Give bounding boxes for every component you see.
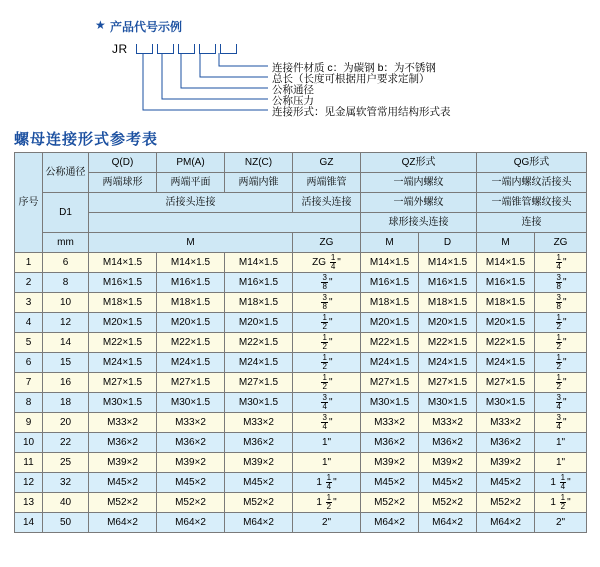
cell-dn: 32 [43, 473, 89, 493]
cell-dn: 12 [43, 313, 89, 333]
cell-qg-m: M18×1.5 [477, 293, 535, 313]
cell-pm: M18×1.5 [157, 293, 225, 313]
cell-qz-m: M18×1.5 [361, 293, 419, 313]
header-sub-m: M [89, 233, 293, 253]
cell-qz-m: M36×2 [361, 433, 419, 453]
cell-seq: 9 [15, 413, 43, 433]
cell-qg-m: M22×1.5 [477, 333, 535, 353]
cell-qg-zg: 1 $\frac{1}{4}$ " [535, 473, 587, 493]
cell-seq: 14 [15, 513, 43, 533]
cell-dn: 40 [43, 493, 89, 513]
header-type-nz: 两端内锥 [225, 173, 293, 193]
cell-qz-m: M22×1.5 [361, 333, 419, 353]
header-seq-label: 序号 [18, 196, 39, 208]
cell-nz: M14×1.5 [225, 253, 293, 273]
cell-gz: 1 $\frac{1}{4}$ " [293, 473, 361, 493]
cell-seq: 11 [15, 453, 43, 473]
header-sub-zg: ZG [293, 233, 361, 253]
cell-qz-m: M16×1.5 [361, 273, 419, 293]
cell-qz-d: M24×1.5 [419, 353, 477, 373]
header-conn-qg: 连接 [477, 213, 587, 233]
cell-nz: M27×1.5 [225, 373, 293, 393]
cell-qz-d: M16×1.5 [419, 273, 477, 293]
cell-qz-m: M39×2 [361, 453, 419, 473]
table-header-row [15, 213, 587, 233]
header-type-qg: 一端内螺纹活接头 [477, 173, 587, 193]
cell-pm: M16×1.5 [157, 273, 225, 293]
cell-seq: 7 [15, 373, 43, 393]
header-code-pm: PM(A) [157, 153, 225, 173]
legend-note: 公称压力 [272, 95, 314, 107]
header-code-gz: GZ [293, 153, 361, 173]
cell-qz-d: M18×1.5 [419, 293, 477, 313]
header-unit-mm: mm [43, 233, 89, 253]
cell-nz: M22×1.5 [225, 333, 293, 353]
cell-q: M64×2 [89, 513, 157, 533]
table-row [15, 513, 587, 533]
cell-qz-m: M33×2 [361, 413, 419, 433]
header-type-gz: 两端锥管 [293, 173, 361, 193]
header-dn [43, 153, 89, 193]
cell-dn: 25 [43, 453, 89, 473]
cell-qg-zg: $\frac{1}{4}$ " [535, 253, 587, 273]
cell-pm: M33×2 [157, 413, 225, 433]
table-row [15, 253, 587, 273]
cell-qz-m: M27×1.5 [361, 373, 419, 393]
cell-pm: M20×1.5 [157, 313, 225, 333]
cell-qg-m: M33×2 [477, 413, 535, 433]
cell-qg-m: M24×1.5 [477, 353, 535, 373]
cell-seq: 13 [15, 493, 43, 513]
header-type-qz: 一端内螺纹 [361, 173, 477, 193]
table-header-row [15, 153, 587, 173]
cell-qg-m: M16×1.5 [477, 273, 535, 293]
cell-q: M18×1.5 [89, 293, 157, 313]
cell-qg-m: M52×2 [477, 493, 535, 513]
cell-nz: M45×2 [225, 473, 293, 493]
cell-dn: 14 [43, 333, 89, 353]
cell-seq: 12 [15, 473, 43, 493]
cell-nz: M20×1.5 [225, 313, 293, 333]
cell-q: M36×2 [89, 433, 157, 453]
cell-qg-m: M20×1.5 [477, 313, 535, 333]
legend-title: 产品代号示例 [110, 20, 183, 34]
header-type-q: 两端球形 [89, 173, 157, 193]
cell-gz: $\frac{1}{2}$ " [293, 313, 361, 333]
cell-qg-zg: $\frac{1}{2}$ " [535, 313, 587, 333]
cell-qz-d: M36×2 [419, 433, 477, 453]
header-code-nz: NZ(C) [225, 153, 293, 173]
cell-pm: M64×2 [157, 513, 225, 533]
cell-q: M33×2 [89, 413, 157, 433]
cell-qz-d: M30×1.5 [419, 393, 477, 413]
cell-seq: 2 [15, 273, 43, 293]
table-row [15, 433, 587, 453]
cell-nz: M30×1.5 [225, 393, 293, 413]
table-row [15, 393, 587, 413]
cell-nz: M18×1.5 [225, 293, 293, 313]
nut-connection-table [14, 152, 587, 533]
cell-pm: M45×2 [157, 473, 225, 493]
legend-note: 连接件材质 c：为碳钢 b：为不锈钢 [272, 62, 436, 74]
cell-dn: 10 [43, 293, 89, 313]
table-row [15, 373, 587, 393]
cell-qz-d: M52×2 [419, 493, 477, 513]
cell-dn: 15 [43, 353, 89, 373]
cell-seq: 1 [15, 253, 43, 273]
header-seq [15, 153, 43, 253]
table-row [15, 473, 587, 493]
table-title: 螺母连接形式参考表 [14, 131, 159, 148]
header-sub-d: D [419, 233, 477, 253]
cell-qg-zg: $\frac{3}{8}$ " [535, 293, 587, 313]
cell-gz: ZG $\frac{1}{4}$ " [293, 253, 361, 273]
cell-dn: 18 [43, 393, 89, 413]
cell-qz-m: M64×2 [361, 513, 419, 533]
table-header-row [15, 233, 587, 253]
header-conn-qnp: 活接头连接 [89, 193, 293, 213]
cell-qg-m: M30×1.5 [477, 393, 535, 413]
cell-qz-d: M14×1.5 [419, 253, 477, 273]
cell-nz: M64×2 [225, 513, 293, 533]
cell-qg-zg: 1" [535, 453, 587, 473]
cell-qg-zg: 2" [535, 513, 587, 533]
table-row [15, 273, 587, 293]
header-subtype-qz-outer: 一端外螺纹 [361, 193, 477, 213]
table-row [15, 413, 587, 433]
cell-seq: 4 [15, 313, 43, 333]
cell-qz-m: M30×1.5 [361, 393, 419, 413]
cell-gz: 2" [293, 513, 361, 533]
cell-qz-m: M20×1.5 [361, 313, 419, 333]
cell-nz: M24×1.5 [225, 353, 293, 373]
cell-q: M16×1.5 [89, 273, 157, 293]
header-sub-zg2: ZG [535, 233, 587, 253]
legend-note: 总长（长度可根据用户要求定制） [272, 73, 430, 85]
header-conn-qz: 球形接头连接 [361, 213, 477, 233]
cell-gz: 1" [293, 433, 361, 453]
cell-qz-m: M24×1.5 [361, 353, 419, 373]
cell-qg-m: M27×1.5 [477, 373, 535, 393]
cell-gz: $\frac{3}{8}$ " [293, 273, 361, 293]
cell-q: M39×2 [89, 453, 157, 473]
cell-qg-zg: 1 $\frac{1}{2}$ " [535, 493, 587, 513]
cell-dn: 8 [43, 273, 89, 293]
header-blank-row [89, 213, 361, 233]
table-header-row [15, 173, 587, 193]
cell-qg-zg: $\frac{1}{2}$ " [535, 353, 587, 373]
product-code-legend [0, 0, 600, 128]
header-sub-m3: M [477, 233, 535, 253]
cell-nz: M36×2 [225, 433, 293, 453]
table-row [15, 493, 587, 513]
cell-q: M30×1.5 [89, 393, 157, 413]
cell-qg-zg: $\frac{1}{2}$ " [535, 373, 587, 393]
cell-pm: M39×2 [157, 453, 225, 473]
cell-seq: 8 [15, 393, 43, 413]
star-icon: ★ [95, 18, 106, 32]
cell-q: M14×1.5 [89, 253, 157, 273]
legend-note: 公称通径 [272, 84, 314, 96]
header-dn-label: 公称通径 [45, 166, 86, 178]
cell-nz: M39×2 [225, 453, 293, 473]
cell-gz: $\frac{3}{4}$ " [293, 393, 361, 413]
cell-pm: M36×2 [157, 433, 225, 453]
cell-pm: M52×2 [157, 493, 225, 513]
cell-qz-d: M22×1.5 [419, 333, 477, 353]
cell-gz: $\frac{3}{4}$ " [293, 413, 361, 433]
cell-gz: 1" [293, 453, 361, 473]
legend-note: 连接形式：见金属软管常用结构形式表 [272, 106, 451, 118]
cell-nz: M16×1.5 [225, 273, 293, 293]
cell-gz: $\frac{3}{8}$ " [293, 293, 361, 313]
cell-nz: M33×2 [225, 413, 293, 433]
table-row [15, 353, 587, 373]
cell-pm: M14×1.5 [157, 253, 225, 273]
cell-pm: M30×1.5 [157, 393, 225, 413]
cell-q: M45×2 [89, 473, 157, 493]
cell-gz: $\frac{1}{2}$ " [293, 353, 361, 373]
cell-dn: 16 [43, 373, 89, 393]
cell-qz-d: M20×1.5 [419, 313, 477, 333]
table-header-row [15, 193, 587, 213]
table-row [15, 333, 587, 353]
cell-dn: 20 [43, 413, 89, 433]
header-code-qg: QG形式 [477, 153, 587, 173]
product-code-prefix: JR [112, 42, 128, 56]
cell-seq: 3 [15, 293, 43, 313]
header-sub-m2: M [361, 233, 419, 253]
cell-dn: 50 [43, 513, 89, 533]
cell-q: M27×1.5 [89, 373, 157, 393]
cell-gz: 1 $\frac{1}{2}$ " [293, 493, 361, 513]
cell-qg-m: M45×2 [477, 473, 535, 493]
cell-qz-d: M45×2 [419, 473, 477, 493]
cell-qz-d: M39×2 [419, 453, 477, 473]
cell-dn: 22 [43, 433, 89, 453]
cell-pm: M22×1.5 [157, 333, 225, 353]
cell-nz: M52×2 [225, 493, 293, 513]
cell-qz-d: M64×2 [419, 513, 477, 533]
cell-qz-m: M45×2 [361, 473, 419, 493]
cell-qz-m: M52×2 [361, 493, 419, 513]
cell-qz-m: M14×1.5 [361, 253, 419, 273]
cell-qg-m: M39×2 [477, 453, 535, 473]
cell-pm: M27×1.5 [157, 373, 225, 393]
cell-seq: 6 [15, 353, 43, 373]
cell-qg-zg: 1" [535, 433, 587, 453]
header-code-q: Q(D) [89, 153, 157, 173]
header-code-qz: QZ形式 [361, 153, 477, 173]
cell-dn: 6 [43, 253, 89, 273]
header-type-pm: 两端平面 [157, 173, 225, 193]
cell-qg-m: M36×2 [477, 433, 535, 453]
table-row [15, 313, 587, 333]
cell-qg-zg: $\frac{3}{4}$ " [535, 413, 587, 433]
cell-pm: M24×1.5 [157, 353, 225, 373]
header-conn-gz: 活接头连接 [293, 193, 361, 213]
cell-seq: 10 [15, 433, 43, 453]
cell-q: M22×1.5 [89, 333, 157, 353]
cell-qg-zg: $\frac{1}{2}$ " [535, 333, 587, 353]
cell-qg-m: M14×1.5 [477, 253, 535, 273]
cell-q: M24×1.5 [89, 353, 157, 373]
table-row [15, 453, 587, 473]
cell-qz-d: M27×1.5 [419, 373, 477, 393]
table-row [15, 293, 587, 313]
cell-qg-zg: $\frac{3}{8}$ " [535, 273, 587, 293]
cell-qg-m: M64×2 [477, 513, 535, 533]
cell-seq: 5 [15, 333, 43, 353]
header-d1: D1 [43, 193, 89, 233]
table-body [15, 253, 587, 533]
cell-qz-d: M33×2 [419, 413, 477, 433]
cell-q: M52×2 [89, 493, 157, 513]
cell-gz: $\frac{1}{2}$ " [293, 333, 361, 353]
cell-gz: $\frac{1}{2}$ " [293, 373, 361, 393]
header-subtype-qg-taper: 一端锥管螺纹接头 [477, 193, 587, 213]
cell-qg-zg: $\frac{3}{4}$ " [535, 393, 587, 413]
cell-q: M20×1.5 [89, 313, 157, 333]
